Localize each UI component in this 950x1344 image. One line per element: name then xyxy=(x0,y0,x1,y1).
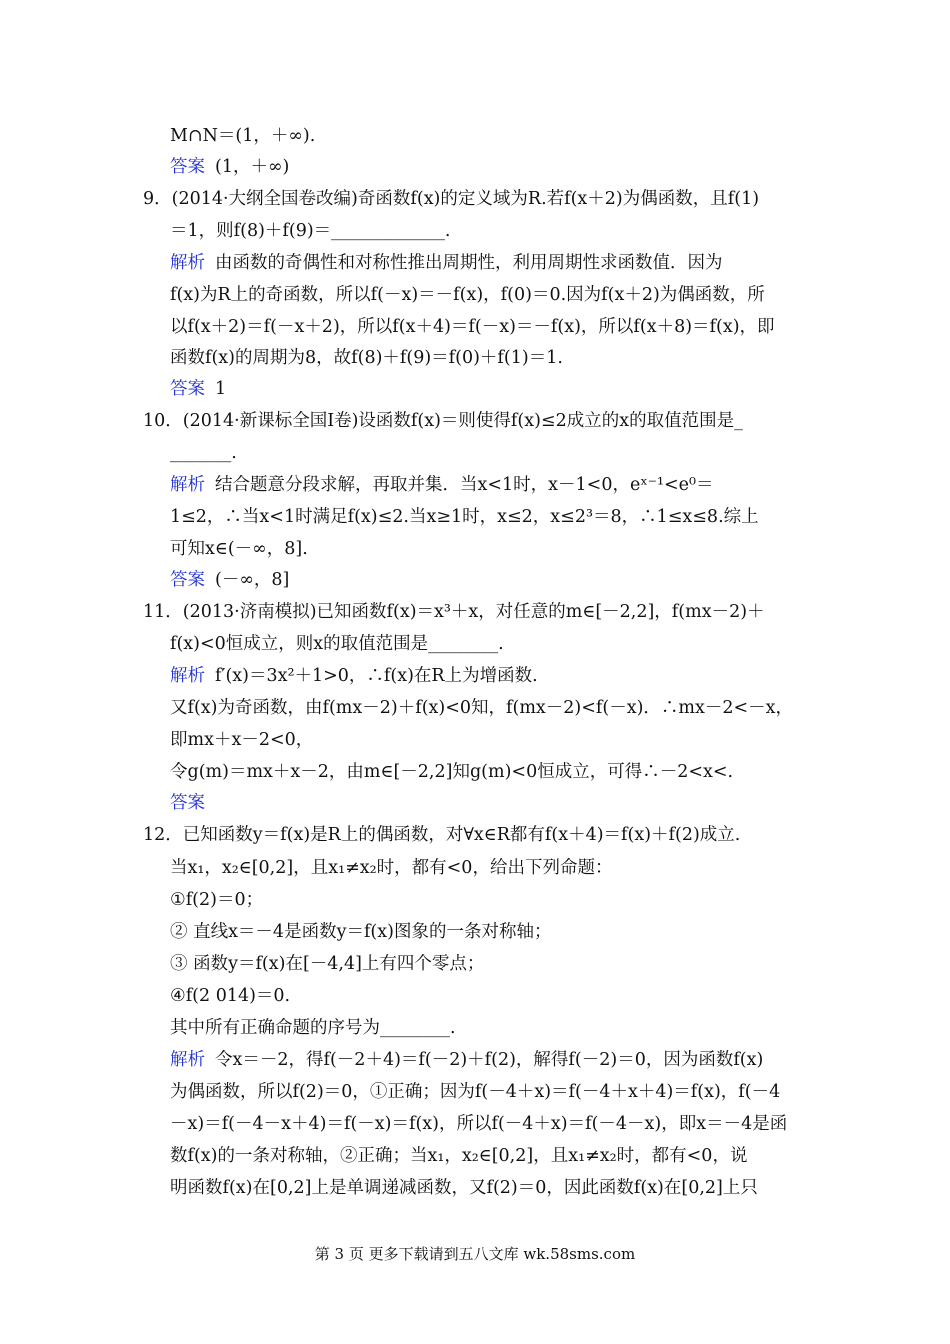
answer-line: 答案 (－∞，8] xyxy=(170,570,290,590)
question-11: 11．(2013·济南模拟)已知函数f(x)＝x³＋x，对任意的m∈[－2,2]，f(mx－2)＋ xyxy=(143,602,765,622)
text-line: 为偶函数，所以f(2)＝0，①正确；因为f(－4＋x)＝f(－4＋x＋4)＝f(x)，f(－4 xyxy=(170,1082,781,1102)
answer-line: 答案 (1，＋∞) xyxy=(170,157,290,177)
text-line: 又f(x)为奇函数，由f(mx－2)＋f(x)<0知，f(mx－2)<f(－x)．∴mx－2<－x， xyxy=(170,698,794,718)
text-line: 当x₁，x₂∈[0,2]，且x₁≠x₂时，都有<0，给出下列命题： xyxy=(170,858,613,878)
text-line: _______. xyxy=(170,443,237,463)
answer-label: 答案 xyxy=(170,570,205,590)
analysis-label: 解析 xyxy=(170,1050,205,1070)
text-line: 明函数f(x)在[0,2]上是单调递减函数，又f(2)＝0，因此函数f(x)在[0,2]上只 xyxy=(170,1178,758,1198)
proposition-4: ④f(2 014)＝0. xyxy=(170,986,291,1006)
text-line: 数f(x)的一条对称轴，②正确；当x₁，x₂∈[0,2]，且x₁≠x₂时，都有<0，说 xyxy=(170,1146,748,1166)
text-line: 令g(m)＝mx＋x－2，由m∈[－2,2]知g(m)<0恒成立，可得∴－2<x<. xyxy=(170,762,734,782)
answer-label: 答案 xyxy=(170,793,205,813)
question-9: 9．(2014·大纲全国卷改编)奇函数f(x)的定义域为R.若f(x＋2)为偶函数，且f(1) xyxy=(143,189,760,209)
proposition-3: ③ 函数y＝f(x)在[－4,4]上有四个零点； xyxy=(170,954,485,974)
text-line: －x)＝f(－4－x＋4)＝f(－x)＝f(x)，所以f(－4＋x)＝f(－4－x)，即x＝－4是函 xyxy=(170,1114,788,1134)
answer-line xyxy=(170,791,215,815)
text-line: 即mx＋x－2<0， xyxy=(170,730,314,750)
text-line: 可知x∈(－∞，8]. xyxy=(170,539,308,559)
analysis-label: 解析 xyxy=(170,253,205,273)
text-line: 1≤2，∴当x<1时满足f(x)≤2.当x≥1时，x≤2，x≤2³＝8，∴1≤x≤8.综上 xyxy=(170,507,759,527)
text-line: 函数f(x)的周期为8，故f(8)＋f(9)＝f(0)＋f(1)＝1. xyxy=(170,348,563,368)
text-line: M∩N＝(1，＋∞). xyxy=(170,126,316,146)
answer-label: 答案 xyxy=(170,157,205,177)
text-line: 其中所有正确命题的序号为________. xyxy=(170,1018,456,1038)
analysis-label: 解析 xyxy=(170,666,205,686)
analysis-line: 解析 令x＝－2，得f(－2＋4)＝f(－2)＋f(2)，解得f(－2)＝0，因为函数f(x) xyxy=(170,1050,764,1070)
proposition-1: ①f(2)＝0； xyxy=(170,890,264,910)
text-line: f(x)为R上的奇函数，所以f(－x)＝－f(x)，f(0)＝0.因为f(x＋2)为偶函数，所 xyxy=(170,285,765,305)
analysis-label: 解析 xyxy=(170,475,205,495)
text-line: 以f(x＋2)＝f(－x＋2)，所以f(x＋4)＝f(－x)＝－f(x)，所以f(x＋8)＝f(x)，即 xyxy=(170,317,775,337)
question-10: 10．(2014·新课标全国Ⅰ卷)设函数f(x)＝则使得f(x)≤2成立的x的取值范围是_ xyxy=(143,411,743,431)
answer-line: 答案 1 xyxy=(170,379,227,399)
answer-label: 答案 xyxy=(170,379,205,399)
analysis-line: 解析 结合题意分段求解，再取并集．当x<1时，x－1<0，eˣ⁻¹<e⁰＝ xyxy=(170,475,714,495)
analysis-line: 解析 f′(x)＝3x²＋1>0，∴f(x)在R上为增函数. xyxy=(170,666,538,686)
page-footer: 第 3 页 更多下载请到五八文库 wk.58sms.com xyxy=(314,1245,636,1263)
analysis-line: 解析 由函数的奇偶性和对称性推出周期性，利用周期性求函数值．因为 xyxy=(170,253,723,273)
proposition-2: ② 直线x＝－4是函数y＝f(x)图象的一条对称轴； xyxy=(170,922,552,942)
text-line: f(x)<0恒成立，则x的取值范围是________. xyxy=(170,634,504,654)
text-line: ＝1，则f(8)＋f(9)＝_____________. xyxy=(170,221,451,241)
question-12: 12．已知函数y＝f(x)是R上的偶函数，对∀x∈R都有f(x＋4)＝f(x)＋f(2)成立. xyxy=(143,825,741,845)
